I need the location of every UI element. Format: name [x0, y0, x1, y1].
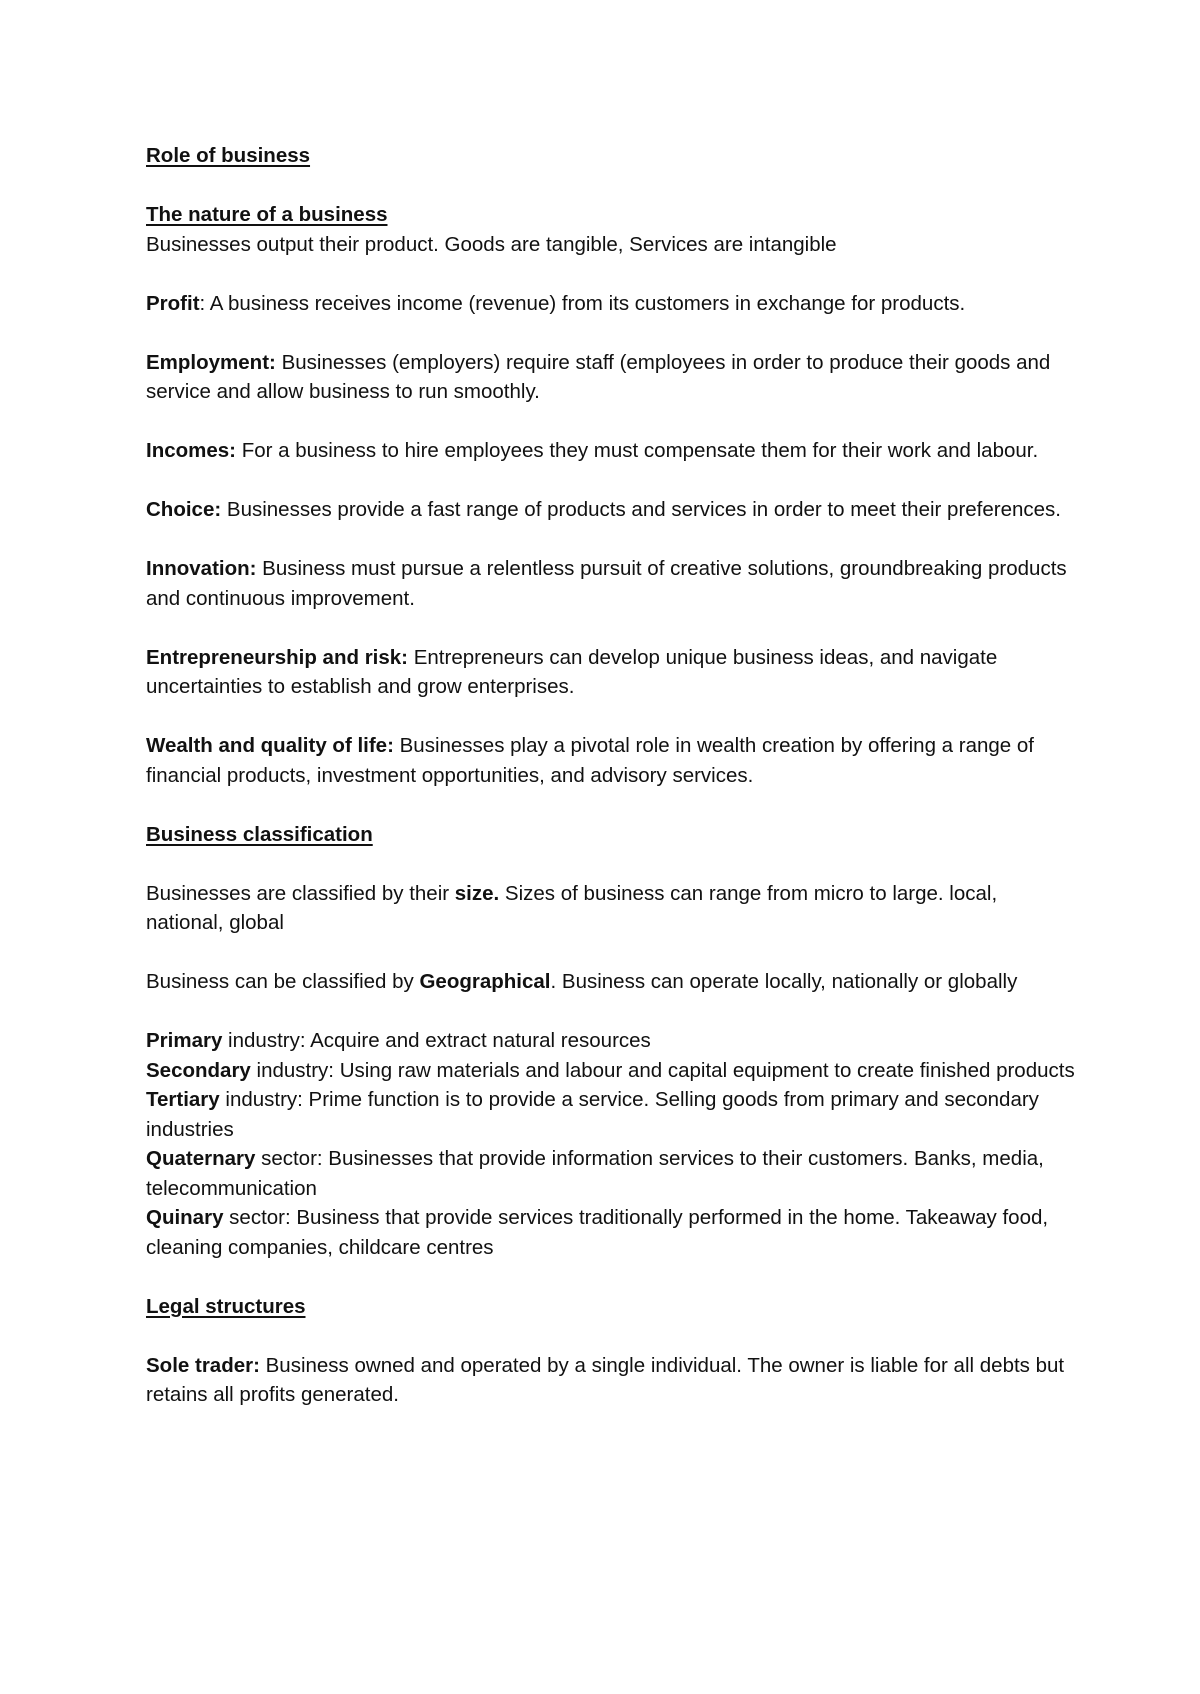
term-text: industry: Using raw materials and labour and capital equipment to create finished products	[250, 1058, 1075, 1082]
term-text: For a business to hire employees they must compensate them for their work and labour.	[241, 439, 1039, 462]
term-label: Innovation:	[146, 557, 257, 580]
text-after: Sizes of business can range from micro to large. local, national, global	[146, 881, 998, 934]
term-separator: :	[199, 291, 210, 315]
document-title: Role of business	[146, 144, 311, 167]
term-text: Entrepreneurs can develop unique business ideas, and navigate uncertainties to establish and grow enterprises.	[146, 645, 998, 698]
term-label: Wealth and quality of life:	[146, 734, 394, 757]
legal-item-sole-trader	[146, 1351, 1076, 1410]
industry-quaternary	[146, 1144, 1076, 1203]
spacer	[146, 849, 1076, 879]
nature-item-choice	[146, 495, 1076, 525]
spacer	[146, 171, 1076, 201]
term-label: Quaternary	[146, 1147, 256, 1170]
classification-size-paragraph	[146, 879, 1076, 938]
spacer	[146, 702, 1076, 732]
nature-item-profit	[146, 289, 1076, 319]
spacer	[146, 1262, 1076, 1292]
nature-item-entrepreneurship	[146, 643, 1076, 702]
nature-item-wealth	[146, 731, 1076, 790]
spacer	[146, 318, 1076, 348]
section-heading-legal: Legal structures	[146, 1294, 306, 1318]
term-label: Entrepreneurship and risk:	[146, 645, 409, 669]
term-text: Business must pursue a relentless pursuit of creative solutions, groundbreaking products and continuous improvement.	[146, 557, 1067, 610]
term-label: Profit	[146, 291, 200, 315]
term-label: Secondary	[146, 1058, 251, 1082]
term-text: Businesses play a pivotal role in wealth creation by offering a range of financial products, investment opportunities, and advisory services.	[146, 734, 1034, 787]
spacer	[146, 407, 1076, 437]
section-heading-nature: The nature of a business	[146, 203, 388, 226]
term-text: A business receives income (revenue) from its customers in exchange for products.	[209, 291, 966, 315]
term-label: Incomes:	[146, 439, 236, 462]
nature-item-incomes	[146, 436, 1076, 466]
term-label: size.	[454, 881, 500, 905]
spacer	[146, 1321, 1076, 1351]
nature-intro: Businesses output their product. Goods are tangible, Services are intangible	[146, 232, 837, 256]
document-page	[146, 141, 1076, 1410]
term-text: sector: Business that provide services traditionally performed in the home. Takeaway food, cleaning companies, childcare centres	[146, 1206, 1049, 1259]
term-label: Sole trader:	[146, 1353, 260, 1377]
spacer	[146, 938, 1076, 968]
text-before: Businesses are classified by their	[146, 881, 455, 905]
term-text: Business owned and operated by a single individual. The owner is liable for all debts but retains all profits generated.	[146, 1353, 1065, 1406]
spacer	[146, 466, 1076, 496]
term-text: Businesses provide a fast range of products and services in order to meet their preferences.	[226, 498, 1061, 521]
nature-item-innovation	[146, 554, 1076, 613]
term-label: Primary	[146, 1029, 223, 1052]
term-label: Geographical	[419, 970, 551, 993]
text-before: Business can be classified by	[146, 970, 420, 993]
industry-primary	[146, 1026, 1076, 1056]
spacer	[146, 525, 1076, 555]
nature-item-employment	[146, 348, 1076, 407]
spacer	[146, 613, 1076, 643]
term-text: industry: Prime function is to provide a service. Selling goods from primary and secondary industries	[146, 1088, 1039, 1141]
term-label: Tertiary	[146, 1088, 220, 1111]
term-label: Choice:	[146, 498, 222, 521]
spacer	[146, 997, 1076, 1027]
industry-tertiary	[146, 1085, 1076, 1144]
industry-secondary	[146, 1056, 1076, 1086]
classification-geo-paragraph	[146, 967, 1076, 997]
section-heading-classification: Business classification	[146, 822, 373, 846]
term-text: Businesses (employers) require staff (employees in order to produce their goods and service and allow business to run smoothly.	[146, 350, 1051, 403]
spacer	[146, 259, 1076, 289]
term-text: sector: Businesses that provide information services to their customers. Banks, media, telecommunication	[146, 1147, 1044, 1200]
term-label: Employment:	[146, 350, 276, 374]
spacer	[146, 790, 1076, 820]
term-label: Quinary	[146, 1206, 224, 1229]
industry-quinary	[146, 1203, 1076, 1262]
text-after: . Business can operate locally, nationally or globally	[550, 970, 1018, 993]
term-text: industry: Acquire and extract natural resources	[222, 1029, 651, 1052]
